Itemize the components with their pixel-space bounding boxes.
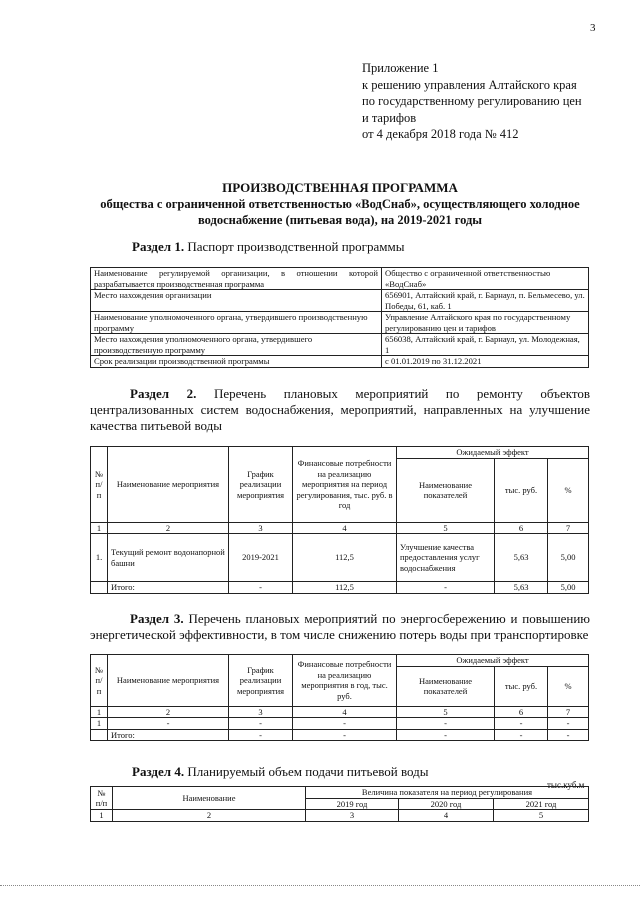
col-header-num: № п/п (91, 447, 108, 523)
section2-label: Раздел 2. (130, 386, 197, 401)
table-cell: - (229, 729, 293, 741)
table-cell: 4 (293, 522, 397, 534)
table-cell: Итого: (108, 729, 229, 741)
table-cell: 2019-2021 (229, 534, 293, 582)
table-cell: 5,00 (548, 534, 589, 582)
table-cell: Текущий ремонт водонапорной башни (108, 534, 229, 582)
table-cell: 1 (91, 718, 108, 730)
col-header-period: Величина показателя на период регулирования (306, 787, 589, 799)
table-row (91, 334, 589, 356)
table-cell: 5,63 (495, 582, 548, 594)
col-header-name: Наименование (113, 787, 306, 810)
table-cell: Улучшение качества предоставления услуг водоснабжения (397, 534, 495, 582)
document-title (60, 180, 620, 228)
table-cell: - (108, 718, 229, 730)
section3-label: Раздел 3. (130, 611, 184, 626)
table-cell: 1 (91, 706, 108, 718)
col-header-name: Наименование мероприятия (108, 655, 229, 707)
table-cell: 5,00 (548, 582, 589, 594)
table-row (91, 534, 589, 582)
table-cell: 5 (397, 522, 495, 534)
column-number-row (91, 706, 589, 718)
table-cell: 2 (108, 706, 229, 718)
table-cell: - (548, 729, 589, 741)
column-number-row (91, 810, 589, 822)
title-line-2: общества с ограниченной ответственностью «ВодСнаб», осуществляющего холодное (100, 197, 580, 211)
unit-label: тыс.куб.м (547, 780, 585, 790)
table-cell: Место нахождения организации (91, 290, 382, 312)
table-cell: - (229, 582, 293, 594)
table-cell: Наименование уполномоченного органа, утвердившего производственную программу (91, 312, 382, 334)
table-cell: 1. (91, 534, 108, 582)
table-row (91, 290, 589, 312)
col-header-indicator: Наименование показателей (397, 458, 495, 522)
appendix-line: к решению управления Алтайского края (362, 77, 577, 92)
section3-text: Перечень плановых мероприятий по энергосбережению и повышению энергетической эффективности, в том числе снижению потерь воды при транспортировке (90, 611, 590, 642)
table-cell: 5 (494, 810, 589, 822)
table-cell: 656901, Алтайский край, г. Барнаул, п. Бельмесево, ул. Победы, 61, каб. 1 (382, 290, 589, 312)
table-cell: 6 (495, 522, 548, 534)
appendix-line: Приложение 1 (362, 61, 439, 75)
section1-label: Раздел 1. (132, 239, 185, 254)
section2-paragraph (90, 386, 590, 434)
table-cell: - (397, 582, 495, 594)
table-cell: - (293, 718, 397, 730)
appendix-line: и тарифов (362, 110, 417, 125)
col-header-schedule: График реализации мероприятия (229, 447, 293, 523)
table-cell: 2 (113, 810, 306, 822)
section3-paragraph (90, 611, 590, 643)
section3-table (90, 654, 589, 741)
table-row (91, 312, 589, 334)
col-header-finance: Финансовые потребности на реализацию мероприятия в год, тыс. руб. (293, 655, 397, 707)
column-number-row (91, 522, 589, 534)
page-number: 3 (590, 22, 596, 34)
table-row (91, 356, 589, 368)
col-header-effect: Ожидаемый эффект (397, 447, 589, 459)
title-line-1: ПРОИЗВОДСТВЕННАЯ ПРОГРАММА (222, 180, 458, 195)
table-cell: - (397, 718, 495, 730)
section2-text: Перечень плановых мероприятий по ремонту объектов централизованных систем водоснабжения, мероприятий, направленных на улучшение качества питьевой воды (90, 386, 591, 433)
col-header-2019: 2019 год (306, 798, 399, 810)
page-bottom-divider (0, 885, 640, 886)
table-cell: 4 (399, 810, 494, 822)
table-cell: Управление Алтайского края по государственному регулированию цен и тарифов (382, 312, 589, 334)
section2-table (90, 446, 589, 594)
appendix-block (362, 60, 582, 143)
table-cell: - (397, 729, 495, 741)
col-header-num: № п/п (91, 655, 108, 707)
table-cell: - (495, 729, 548, 741)
table-cell: Место нахождения уполномоченного органа, утвердившего производственную программу (91, 334, 382, 356)
col-header-num: № п/п (91, 787, 113, 810)
col-header-thous: тыс. руб. (495, 666, 548, 706)
table-row (91, 718, 589, 730)
table-cell: Наименование регулируемой организации, в отношении которой разрабатывается производственная программа (91, 268, 382, 290)
section4-text: Планируемый объем подачи питьевой воды (187, 764, 429, 779)
col-header-indicator: Наименование показателей (397, 666, 495, 706)
passport-table (90, 267, 589, 368)
table-cell: 1 (91, 810, 113, 822)
col-header-schedule: График реализации мероприятия (229, 655, 293, 707)
table-cell: с 01.01.2019 по 31.12.2021 (382, 356, 589, 368)
col-header-effect: Ожидаемый эффект (397, 655, 589, 667)
table-cell: Общество с ограниченной ответственностью «ВодСнаб» (382, 268, 589, 290)
table-cell: 656038, Алтайский край, г. Барнаул, ул. Молодежная, 1 (382, 334, 589, 356)
col-header-pct: % (548, 458, 589, 522)
appendix-line: по государственному регулированию цен (362, 94, 582, 108)
table-cell: 112,5 (293, 534, 397, 582)
section4-table (90, 786, 589, 822)
table-cell: 5,63 (495, 534, 548, 582)
table-cell: 3 (229, 522, 293, 534)
table-cell: 3 (306, 810, 399, 822)
table-cell: - (229, 718, 293, 730)
table-cell: - (495, 718, 548, 730)
table-cell: 2 (108, 522, 229, 534)
col-header-name: Наименование мероприятия (108, 447, 229, 523)
col-header-pct: % (548, 666, 589, 706)
table-cell: Итого: (108, 582, 229, 594)
table-cell (91, 582, 108, 594)
title-line-3: водоснабжение (питьевая вода), на 2019-2021 годы (197, 213, 483, 227)
section1-heading (132, 239, 404, 255)
col-header-2020: 2020 год (399, 798, 494, 810)
table-cell: 112,5 (293, 582, 397, 594)
table-cell: 4 (293, 706, 397, 718)
section4-heading (132, 764, 429, 780)
col-header-finance: Финансовые потребности на реализацию мероприятия на период регулирования, тыс. руб. в год (293, 447, 397, 523)
table-cell: Срок реализации производственной программы (91, 356, 382, 368)
table-cell: 5 (397, 706, 495, 718)
table-cell (91, 729, 108, 741)
total-row (91, 729, 589, 741)
table-cell: - (548, 718, 589, 730)
table-cell: - (293, 729, 397, 741)
table-cell: 7 (548, 706, 589, 718)
table-cell: 7 (548, 522, 589, 534)
section4-label: Раздел 4. (132, 764, 185, 779)
col-header-2021: 2021 год (494, 798, 589, 810)
col-header-thous: тыс. руб. (495, 458, 548, 522)
table-cell: 3 (229, 706, 293, 718)
table-row (91, 268, 589, 290)
section1-text: Паспорт производственной программы (187, 239, 405, 254)
table-cell: 1 (91, 522, 108, 534)
total-row (91, 582, 589, 594)
table-cell: 6 (495, 706, 548, 718)
appendix-line: от 4 декабря 2018 года № 412 (362, 127, 519, 141)
